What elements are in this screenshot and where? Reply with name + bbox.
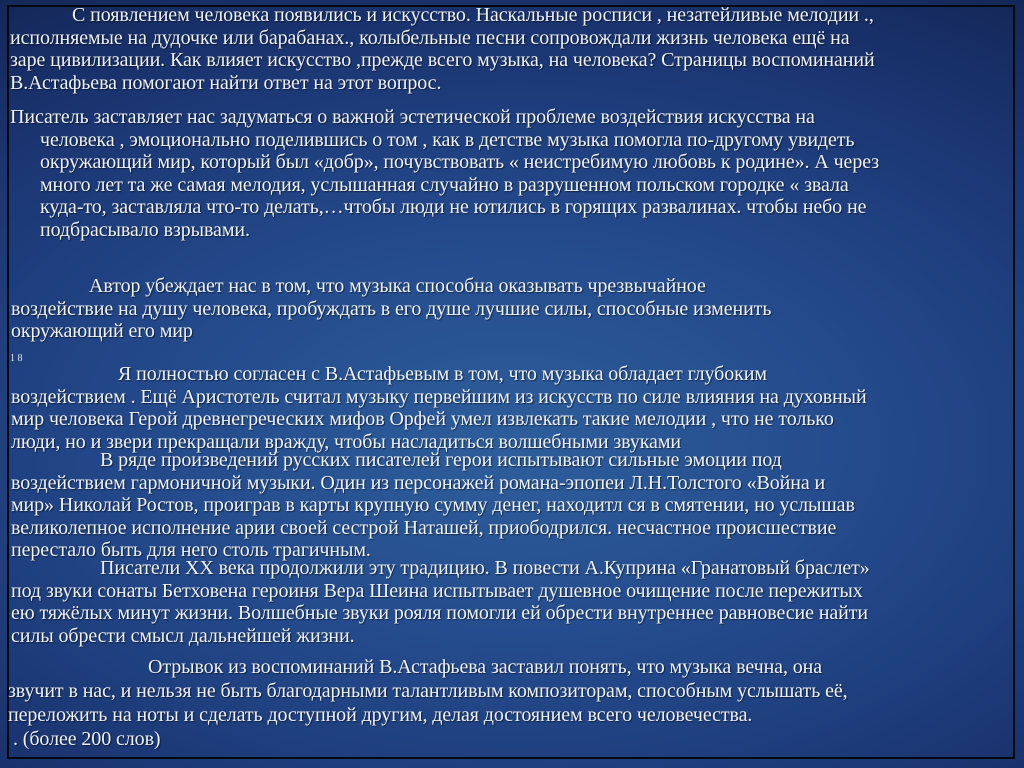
text-line: В.Астафьева помогают найти ответ на этот вопрос. bbox=[10, 71, 442, 94]
text-line: Писатели XX века продолжили эту традицию. В повести А.Куприна «Гранатовый браслет» bbox=[100, 557, 870, 579]
text-line: куда-то, заставляла что-то делать,…чтобы люди не ютились в горящих развалинах. чтобы небо не bbox=[40, 196, 867, 218]
text-line: воздействием гармоничной музыки. Один из персонажей романа-эпопеи Л.Н.Толстого «Война и bbox=[11, 471, 826, 494]
paragraph-argument-tolstoy bbox=[0, 449, 1024, 562]
text-line: ею тяжёлых минут жизни. Волшебные звуки рояля помогли ей обрести внутреннее равновесие найти bbox=[11, 602, 869, 624]
text-line: С появлением человека появились и искусство. Наскальные росписи , незатейливые мелодии ., bbox=[72, 4, 874, 26]
text-line: Писатель заставляет нас задуматься о важной эстетической проблеме воздействия искусства на bbox=[10, 106, 815, 128]
text-line: мир» Николай Ростов, проиграв в карты крупную сумму денег, находитл ся в смятении, но услышав bbox=[11, 494, 855, 516]
paragraph-conclusion bbox=[0, 655, 1024, 751]
text-line: человека , эмоционально поделившись о том , как в детстве музыка помогла по-другому увидеть bbox=[40, 128, 855, 151]
text-line: мир человека Герой древнегреческих мифов Орфей умел извлекать такие мелодии , что не только bbox=[11, 408, 834, 430]
text-line: заре цивилизации. Как влияет искусство ,прежде всего музыка, на человека? Страницы воспоминаний bbox=[10, 49, 875, 71]
text-line: звучит в нас, и нельзя не быть благодарными талантливым композиторам, способным услышать её, bbox=[8, 680, 848, 702]
text-line: переложить на ноты и сделать доступной другим, делая достоянием всего человечества. bbox=[8, 704, 753, 726]
word-count-note: . (более 200 слов) bbox=[13, 728, 161, 750]
text-line: окружающий мир, который был «добр», почувствовать « неистребимую любовь к родине». А через bbox=[40, 151, 880, 173]
paragraph-author-position bbox=[0, 275, 1024, 343]
text-line: подбрасывало взрывами. bbox=[40, 218, 250, 241]
paragraph-problem bbox=[0, 106, 1024, 241]
text-line: В ряде произведений русских писателей герои испытывают сильные эмоции под bbox=[100, 449, 782, 471]
text-line: воздействием . Ещё Аристотель считал музыку первейшим из искусств по силе влияния на духовный bbox=[11, 385, 867, 408]
slide-number: 1 8 bbox=[10, 353, 23, 364]
text-line: много лет та же самая мелодия, услышанная случайно в разрушенном польском городке « звала bbox=[40, 173, 849, 196]
paragraph-agreement bbox=[0, 363, 1024, 453]
text-line: Отрывок из воспоминаний В.Астафьева заставил понять, что музыка вечна, она bbox=[148, 656, 823, 678]
paragraph-argument-kuprin bbox=[0, 557, 1024, 647]
text-line: исполняемые на дудочке или барабанах., колыбельные песни сопровождали жизнь человека ещё на bbox=[10, 26, 850, 49]
text-line: перестало быть для него столь трагичным. bbox=[11, 539, 371, 561]
text-line: воздействие на душу человека, пробуждать в его душе лучшие силы, способные изменить bbox=[11, 297, 772, 320]
text-line: великолепное исполнение арии своей сестрой Наташей, приободрился. несчастное происшествие bbox=[11, 516, 837, 539]
text-line: люди, но и звери прекращали вражду, чтобы насладиться волшебными звуками bbox=[11, 430, 681, 453]
text-line: силы обрести смысл дальнейшей жизни. bbox=[11, 624, 355, 647]
text-line: под звуки сонаты Бетховена героиня Вера Шеина испытывает душевное очищение после пережитых bbox=[11, 579, 863, 602]
text-line: Я полностью согласен с В.Астафьевым в том, что музыка обладает глубоким bbox=[118, 363, 767, 385]
text-line: Автор убеждает нас в том, что музыка способна оказывать чрезвычайное bbox=[89, 275, 706, 297]
text-line: окружающий его мир bbox=[11, 320, 193, 342]
paragraph-intro bbox=[0, 4, 1024, 94]
